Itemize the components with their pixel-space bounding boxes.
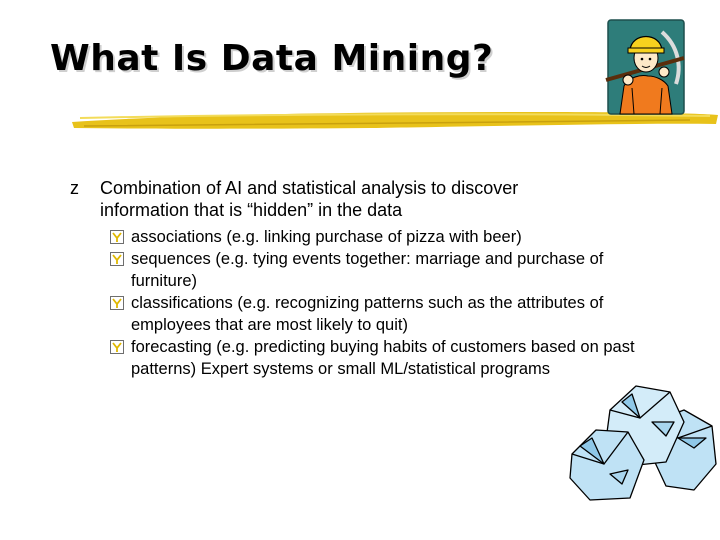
yellow-checkbox-icon (110, 340, 124, 354)
sub-bullet-sequences (110, 248, 655, 292)
miner-with-pickaxe-icon (604, 18, 686, 116)
z-bullet-icon: z (70, 178, 79, 198)
sub-bullet-classifications (110, 292, 655, 336)
yellow-checkbox-icon (110, 230, 124, 244)
sub-bullet-text: sequences (e.g. tying events together: marriage and purchase of furniture) (131, 250, 604, 290)
sub-bullet-text: classifications (e.g. recognizing patterns such as the attributes of employees that are most likely to quit) (131, 294, 604, 334)
yellow-checkbox-icon (110, 296, 124, 310)
main-bullet-point (70, 177, 590, 221)
diamonds-icon (566, 382, 720, 506)
sub-bullet-associations (110, 226, 655, 248)
slide-title: What Is Data Mining? (50, 38, 494, 79)
yellow-checkbox-icon (110, 252, 124, 266)
sub-bullet-list (110, 226, 655, 380)
sub-bullet-forecasting (110, 336, 655, 380)
main-bullet-text: Combination of AI and statistical analysis to discover information that is “hidden” in the data (100, 178, 519, 220)
sub-bullet-text: associations (e.g. linking purchase of pizza with beer) (131, 228, 522, 246)
sub-bullet-text: forecasting (e.g. predicting buying habits of customers based on past patterns) Expert systems or small ML/statistical programs (131, 338, 635, 378)
